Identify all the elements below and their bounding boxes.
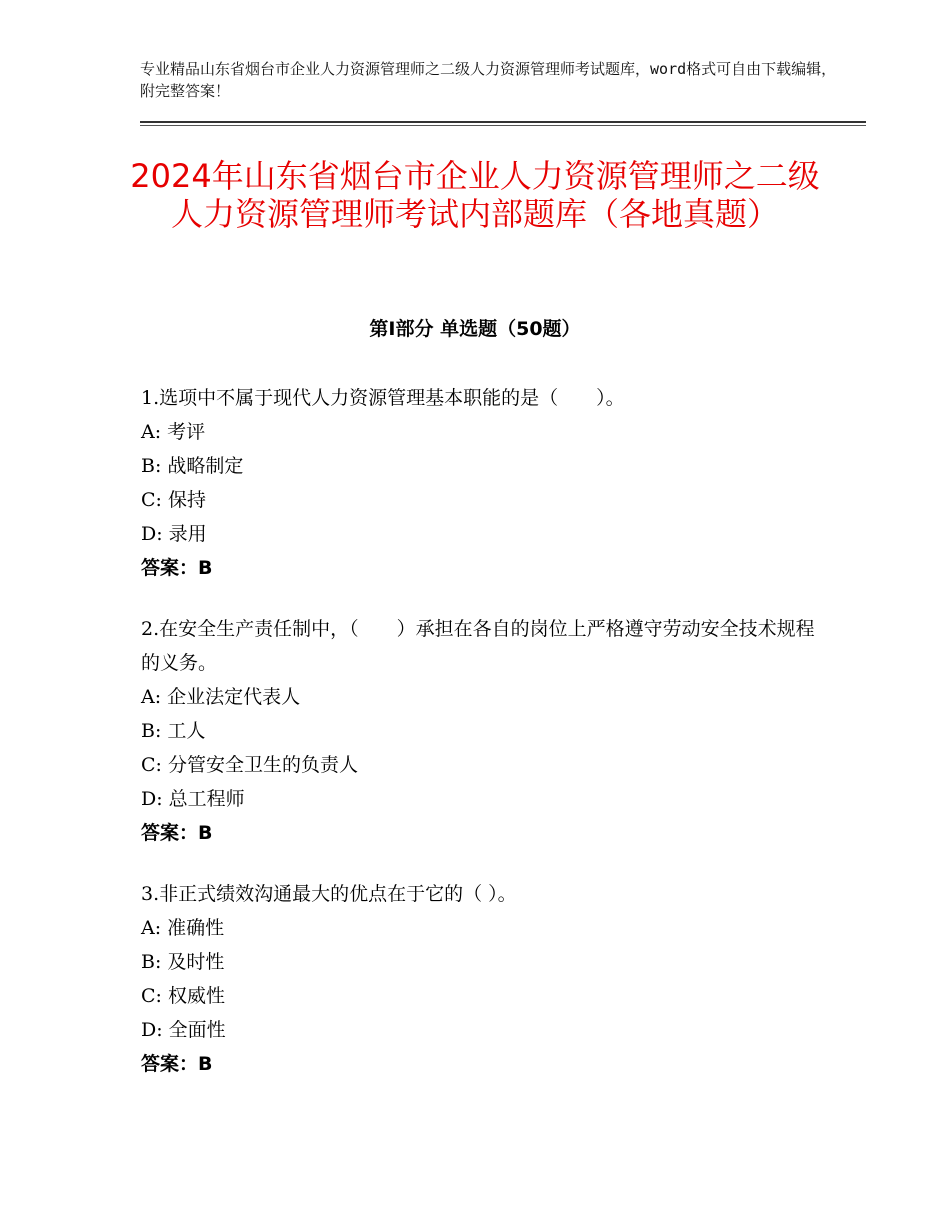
answer: 答案：B — [141, 1053, 213, 1075]
option-b: B: 战略制定 — [141, 455, 244, 477]
answer: 答案：B — [141, 822, 213, 844]
question-stem: 1.选项中不属于现代人力资源管理基本职能的是（ ）。 — [141, 387, 625, 409]
option-b: B: 工人 — [141, 720, 206, 742]
header-divider-thick — [140, 121, 866, 123]
section-heading: 第Ⅰ部分 单选题（50题） — [369, 318, 581, 340]
option-d: D: 录用 — [141, 523, 207, 545]
question-1 — [141, 381, 821, 585]
option-c: C: 分管安全卫生的负责人 — [141, 754, 358, 776]
option-c: C: 权威性 — [141, 985, 225, 1007]
question-stem: 2.在安全生产责任制中，（ ）承担在各自的岗位上严格遵守劳动安全技术规程的义务。 — [141, 618, 815, 674]
option-b: B: 及时性 — [141, 951, 225, 973]
option-d: D: 全面性 — [141, 1019, 226, 1041]
option-a: A: 准确性 — [141, 917, 225, 939]
header-divider-thin — [140, 125, 866, 126]
answer: 答案：B — [141, 557, 213, 579]
question-list — [141, 381, 821, 1108]
question-stem: 3.非正式绩效沟通最大的优点在于它的（ ）。 — [141, 883, 517, 905]
document-title: 2024年山东省烟台市企业人力资源管理师之二级人力资源管理师考试内部题库（各地真题） — [130, 157, 820, 233]
option-a: A: 考评 — [141, 421, 206, 443]
header-note: 专业精品山东省烟台市企业人力资源管理师之二级人力资源管理师考试题库，word格式可自由下载编辑，附完整答案！ — [140, 60, 837, 100]
option-a: A: 企业法定代表人 — [141, 686, 301, 708]
question-2 — [141, 612, 821, 850]
option-c: C: 保持 — [141, 489, 206, 511]
option-d: D: 总工程师 — [141, 788, 245, 810]
question-3 — [141, 877, 821, 1081]
